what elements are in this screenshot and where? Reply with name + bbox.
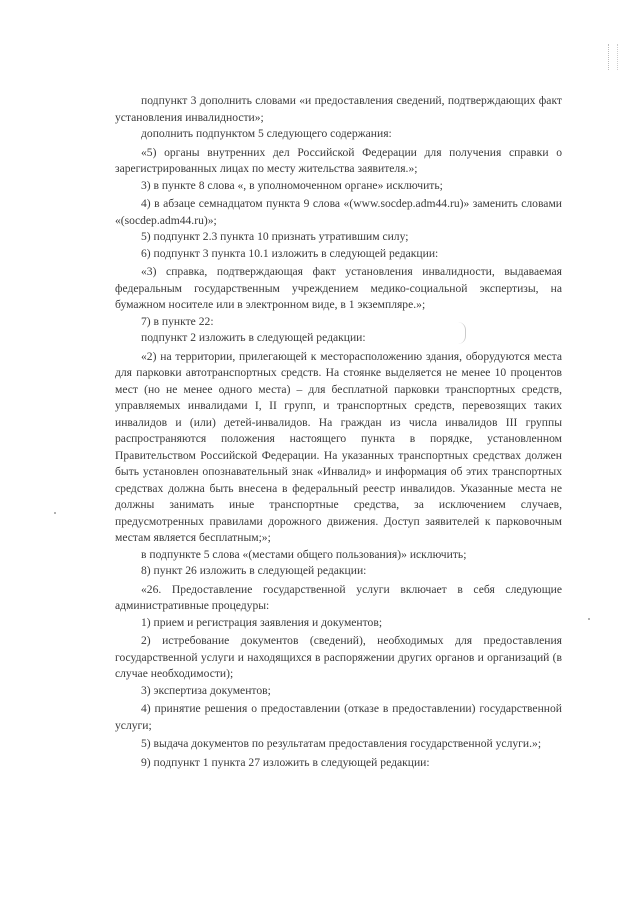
paragraph: 3) экспертиза документов;: [141, 683, 271, 697]
paragraph: подпункт 2 изложить в следующей редакции:: [141, 331, 366, 344]
paragraph: 2) истребование документов (сведений), необходимых для предоставления государственной услуги и находящихся в распоряжении других органов и организаций (в случае необходимости);: [115, 634, 562, 680]
paragraph: в подпункте 5 слова «(местами общего пользования)» исключить;: [141, 547, 467, 561]
document-body: [115, 93, 562, 771]
scan-speck: [588, 618, 590, 620]
paragraph: 1) прием и регистрация заявления и документов;: [141, 615, 383, 629]
scan-speck: [54, 512, 56, 514]
paragraph: 8) пункт 26 изложить в следующей редакции:: [141, 564, 367, 577]
paragraph: 7) в пункте 22:: [141, 314, 214, 328]
paragraph: 5) выдача документов по результатам предоставления государственной услуги.»;: [141, 737, 542, 750]
paragraph: «5) органы внутренних дел Российской Федерации для получения справки о зарегистрированных лицах по месту жительства заявителя.»;: [115, 145, 562, 175]
paragraph: 4) в абзаце семнадцатом пункта 9 слова «(www.socdep.adm44.ru)» заменить словами «(socdep.adm44.ru)»;: [115, 197, 562, 227]
paragraph: дополнить подпунктом 5 следующего содержания:: [141, 127, 392, 140]
paragraph: 4) принятие решения о предоставлении (отказе в предоставлении) государственной услуги;: [115, 702, 562, 732]
paragraph: 6) подпункт 3 пункта 10.1 изложить в следующей редакции:: [141, 246, 439, 260]
paragraph: «26. Предоставление государственной услуги включает в себя следующие административные процедуры:: [115, 582, 562, 612]
paragraph: 9) подпункт 1 пункта 27 изложить в следующей редакции:: [141, 755, 430, 769]
paragraph: «3) справка, подтверждающая факт установления инвалидности, выдаваемая федеральным государственным учреждением медико-социальной экспертизы, на бумажном носителе или в электронном виде, в 1 экземпляре.»;: [115, 265, 562, 311]
paragraph: подпункт 3 дополнить словами «и предоставления сведений, подтверждающих факт установления инвалидности»;: [115, 94, 562, 124]
paragraph: 3) в пункте 8 слова «, в уполномоченном органе» исключить;: [141, 178, 443, 192]
paragraph: «2) на территории, прилегающей к месторасположению здания, оборудуются места для парковки автотранспортных средств. На стоянке выделяется не менее 10 процентов мест (но не менее одного места) – для бесплатной парковки транспортных средств, управляемых инвалидами I, II групп, и транспортных средств, перевозящих таких инвалидов и (или) детей-инвалидов. На граждан из числа инвалидов III группы распространяются положения настоящего пункта в порядке, установленном Правительством Российской Федерации. На указанных транспортных средствах должен быть установлен опознавательный знак «Инвалид» и информация об этих транспортных средствах должна быть внесена в федеральный реестр инвалидов. Указанные места не должны занимать иные транспортные средства, за исключением случаев, предусмотренных правилами дорожного движения. Доступ заявителей к парковочным местам является бесплатным;»;: [115, 349, 562, 544]
paragraph: 5) подпункт 2.3 пункта 10 признать утратившим силу;: [141, 230, 409, 243]
scan-margin-mark: [608, 44, 618, 70]
